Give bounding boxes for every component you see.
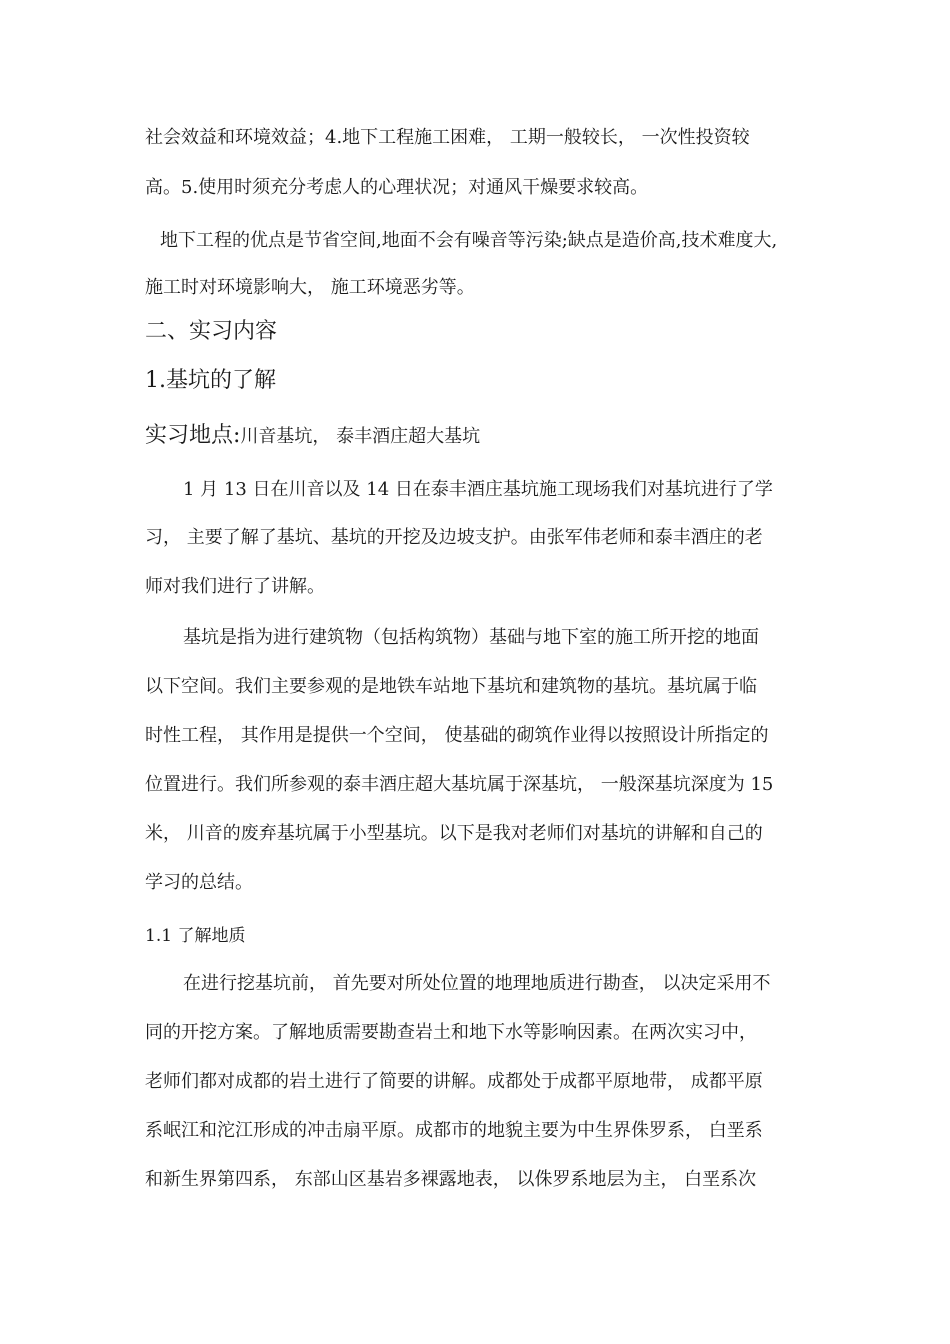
- para3-line-4: 系岷江和沱江形成的冲击扇平原。成都市的地貌主要为中生界侏罗系， 白垩系: [145, 1120, 763, 1141]
- para2-line-3: 时性工程， 其作用是提供一个空间， 使基础的砌筑作业得以按照设计所指定的: [145, 725, 769, 746]
- para2-line-5: 米， 川音的废弃基坑属于小型基坑。以下是我对老师们对基坑的讲解和自己的: [145, 823, 763, 844]
- subsection-1-title: 1.基坑的了解: [145, 368, 276, 393]
- section-2-title: 二、实习内容: [145, 319, 278, 344]
- intro-line-2: 高。5.使用时须充分考虑人的心理状况；对通风干燥要求较高。: [145, 177, 649, 198]
- summary-line-2: 施工时对环境影响大， 施工环境恶劣等。: [145, 277, 475, 298]
- para1-line-1: 1 月 13 日在川音以及 14 日在泰丰酒庄基坑施工现场我们对基坑进行了学: [183, 479, 773, 500]
- para1-line-3: 师对我们进行了讲解。: [145, 576, 325, 597]
- para3-line-5: 和新生界第四系， 东部山区基岩多裸露地表， 以侏罗系地层为主， 白垩系次: [145, 1169, 757, 1190]
- location-label: 实习地点:: [145, 423, 241, 448]
- para2-line-4: 位置进行。我们所参观的泰丰酒庄超大基坑属于深基坑， 一般深基坑深度为 15: [145, 774, 774, 795]
- location-line: [145, 422, 480, 451]
- subsection-1-1-title: 1.1 了解地质: [145, 926, 246, 946]
- para3-line-2: 同的开挖方案。了解地质需要勘查岩土和地下水等影响因素。在两次实习中，: [145, 1022, 757, 1043]
- para3-line-3: 老师们都对成都的岩土进行了简要的讲解。成都处于成都平原地带， 成都平原: [145, 1071, 763, 1092]
- summary-line-1: 地下工程的优点是节省空间,地面不会有噪音等污染;缺点是造价高,技术难度大,: [160, 230, 778, 251]
- para3-line-1: 在进行挖基坑前， 首先要对所处位置的地理地质进行勘查， 以决定采用不: [183, 973, 771, 994]
- para2-line-6: 学习的总结。: [145, 872, 253, 893]
- para1-line-2: 习， 主要了解了基坑、基坑的开挖及边坡支护。由张军伟老师和泰丰酒庄的老: [145, 527, 763, 548]
- location-value: 川音基坑， 泰丰酒庄超大基坑: [240, 426, 481, 447]
- para2-line-1: 基坑是指为进行建筑物（包括构筑物）基础与地下室的施工所开挖的地面: [183, 627, 759, 648]
- para2-line-2: 以下空间。我们主要参观的是地铁车站地下基坑和建筑物的基坑。基坑属于临: [145, 676, 757, 697]
- intro-line-1: 社会效益和环境效益；4.地下工程施工困难， 工期一般较长， 一次性投资较: [145, 127, 750, 148]
